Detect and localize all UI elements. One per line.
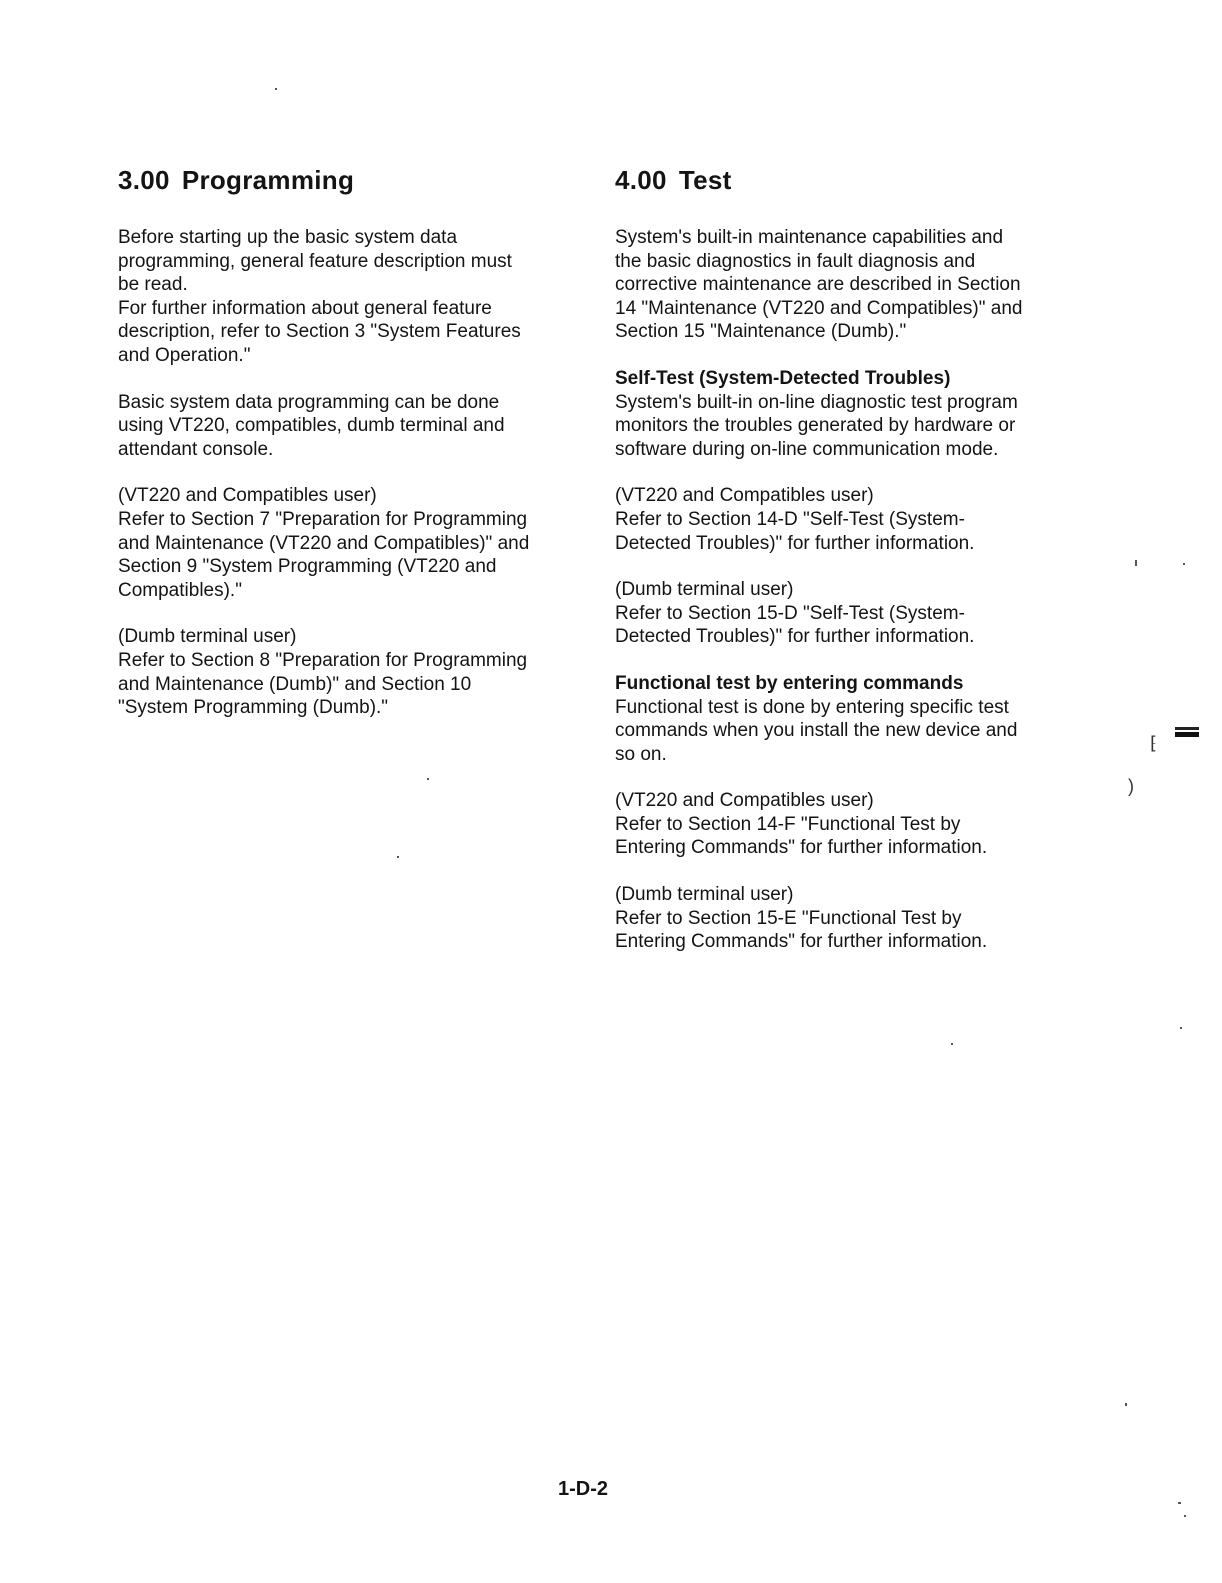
text-line: (Dumb terminal user) <box>615 579 794 601</box>
paragraph <box>615 226 1055 344</box>
text-line: Refer to Section 14-F "Functional Test by <box>615 813 961 835</box>
text-line: (VT220 and Compatibles user) <box>615 485 874 507</box>
scan-speck <box>397 856 399 858</box>
paragraph <box>118 226 558 368</box>
scan-mark: ) <box>1128 776 1134 796</box>
section-body <box>615 226 1055 954</box>
text-line: (Dumb terminal user) <box>118 626 297 648</box>
scan-speck <box>951 1043 953 1045</box>
page-number: 1-D-2 <box>557 1478 608 1500</box>
text-line: corrective maintenance are described in Section <box>615 274 1021 296</box>
text-line: 14 "Maintenance (VT220 and Compatibles)" and <box>615 297 1023 319</box>
section-title-test <box>615 163 1055 197</box>
text-line: For further information about general feature <box>118 297 492 319</box>
text-line: System's built-in maintenance capabilities and <box>615 227 1004 248</box>
text-line: so on. <box>615 743 667 765</box>
scan-speck <box>1135 560 1137 566</box>
text-line: be read. <box>118 274 188 296</box>
scan-speck <box>1175 727 1199 730</box>
scan-speck <box>275 88 277 90</box>
paragraph <box>118 391 558 462</box>
text-line: commands when you install the new device and <box>615 720 1018 742</box>
scan-speck <box>1184 1515 1186 1517</box>
text-line: description, refer to Section 3 "System Features <box>118 321 521 343</box>
text-line: "System Programming (Dumb)." <box>118 697 389 719</box>
text-line: software during on-line communication mode. <box>615 438 999 460</box>
text-line: System's built-in on-line diagnostic test program <box>615 391 1018 413</box>
paragraph <box>615 672 1055 766</box>
text-line: (Dumb terminal user) <box>615 884 794 906</box>
text-line: Refer to Section 15-D "Self-Test (System- <box>615 602 965 624</box>
scan-mark: ⁅ <box>1150 733 1158 753</box>
paragraph <box>615 484 1055 555</box>
text-line: and Operation." <box>118 344 251 366</box>
section-title-text: Test <box>678 165 732 195</box>
paragraph <box>615 367 1055 461</box>
paragraph <box>118 625 558 719</box>
subsection-heading: Self-Test (System-Detected Troubles) <box>615 367 951 389</box>
text-line: Detected Troubles)" for further information. <box>615 532 975 554</box>
text-line: Refer to Section 8 "Preparation for Programming <box>118 649 528 671</box>
paragraph <box>615 789 1055 860</box>
text-line: Refer to Section 7 "Preparation for Programming <box>118 508 528 530</box>
text-line: (VT220 and Compatibles user) <box>118 485 377 507</box>
text-line: and Maintenance (VT220 and Compatibles)" and <box>118 532 530 554</box>
text-line: Refer to Section 14-D "Self-Test (System- <box>615 508 965 530</box>
text-line: attendant console. <box>118 438 274 460</box>
scan-speck <box>1125 1403 1127 1406</box>
text-line: Compatibles)." <box>118 579 242 601</box>
text-line: the basic diagnostics in fault diagnosis and <box>615 250 976 272</box>
text-line: Entering Commands" for further information. <box>615 837 988 859</box>
section-test <box>615 163 1055 977</box>
scan-speck <box>1183 563 1185 565</box>
text-line: Entering Commands" for further information. <box>615 931 988 953</box>
text-line: monitors the troubles generated by hardware or <box>615 415 1016 437</box>
scan-speck <box>1180 1027 1182 1029</box>
section-body <box>118 226 558 720</box>
text-line: and Maintenance (Dumb)" and Section 10 <box>118 673 472 695</box>
text-line: Refer to Section 15-E "Functional Test by <box>615 907 962 929</box>
scan-speck <box>1178 1502 1181 1504</box>
subsection-heading: Functional test by entering commands <box>615 672 964 694</box>
section-programming <box>118 163 558 743</box>
text-line: using VT220, compatibles, dumb terminal and <box>118 415 505 437</box>
text-line: Detected Troubles)" for further information. <box>615 626 975 648</box>
paragraph <box>615 883 1055 954</box>
text-line: Before starting up the basic system data <box>118 227 458 248</box>
paragraph <box>118 484 558 602</box>
paragraph <box>615 578 1055 649</box>
text-line: Section 15 "Maintenance (Dumb)." <box>615 321 907 343</box>
text-line: Basic system data programming can be done <box>118 391 500 413</box>
section-title-text: Programming <box>181 165 355 195</box>
scan-speck <box>427 778 429 780</box>
text-line: Section 9 "System Programming (VT220 and <box>118 556 497 578</box>
text-line: programming, general feature description must <box>118 250 512 272</box>
text-line: Functional test is done by entering specific test <box>615 696 1009 718</box>
section-number: 3.00 <box>118 165 170 195</box>
section-number: 4.00 <box>615 165 667 195</box>
scan-speck <box>1175 732 1199 737</box>
text-line: (VT220 and Compatibles user) <box>615 790 874 812</box>
section-title-programming <box>118 163 558 197</box>
